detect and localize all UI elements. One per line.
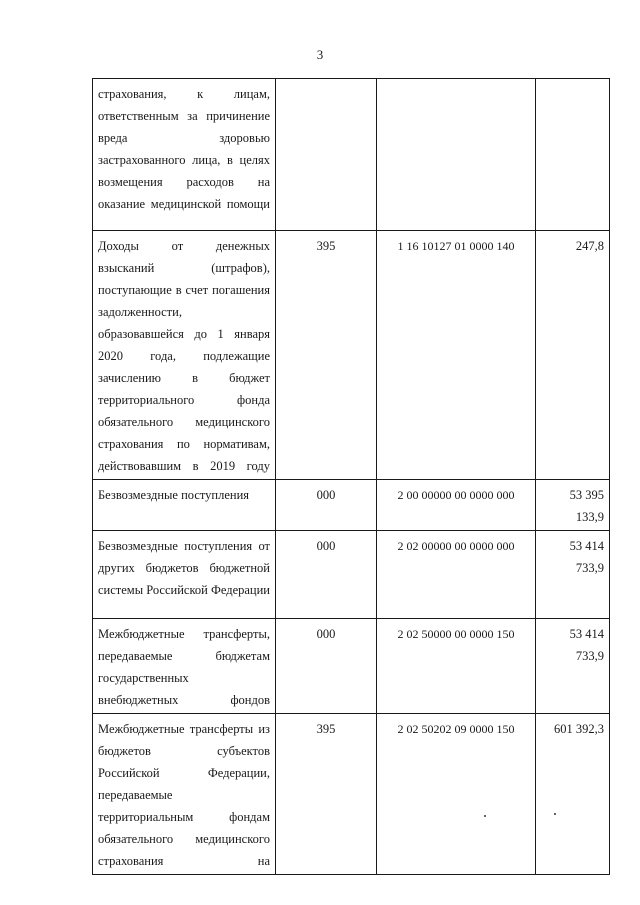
table-row [93,480,610,531]
row-name: Межбюджетные трансферты из бюджетов субъектов Российской Федерации, передаваемые территориальным фондам обязательного медицинского страхования на [93,714,276,875]
row-admin-code: 000 [276,531,377,619]
row-sum: 53 414 733,9 [536,619,610,714]
row-sum: 247,8 [536,231,610,480]
row-admin-code: 395 [276,231,377,480]
row-budget-code: 1 16 10127 01 0000 140 [377,231,536,480]
scan-speck [554,813,556,815]
table-row [93,714,610,875]
row-budget-code: 2 02 50202 09 0000 150 [377,714,536,875]
page-number: 3 [316,47,324,62]
row-sum: 601 392,3 [536,714,610,875]
row-name: Безвозмездные поступления от других бюджетов бюджетной системы Российской Федерации [93,531,276,619]
row-sum: 53 395 133,9 [536,480,610,531]
row-budget-code [377,79,536,231]
row-name: Межбюджетные трансферты, передаваемые бюджетам государственных внебюджетных фондов [93,619,276,714]
row-admin-code: 395 [276,714,377,875]
row-name: Доходы от денежных взысканий (штрафов), поступающие в счет погашения задолженности, образовавшейся до 1 января 2020 года, подлежащие зачислению в бюджет территориального фонда обязательного медицинского страхования по нормативам, действовавшим в 2019 году [93,231,276,480]
table-row [93,231,610,480]
row-admin-code [276,79,377,231]
row-sum [536,79,610,231]
row-budget-code: 2 02 50000 00 0000 150 [377,619,536,714]
row-budget-code: 2 00 00000 00 0000 000 [377,480,536,531]
table-row [93,79,610,231]
scan-speck [484,815,486,817]
row-budget-code: 2 02 00000 00 0000 000 [377,531,536,619]
row-admin-code: 000 [276,480,377,531]
revenue-table [92,78,610,875]
row-name: Безвозмездные поступления [93,480,276,531]
table-row [93,619,610,714]
row-name: страхования, к лицам, ответственным за причинение вреда здоровью застрахованного лица, в целях возмещения расходов на оказание медицинской помощи [93,79,276,231]
row-admin-code: 000 [276,619,377,714]
row-sum: 53 414 733,9 [536,531,610,619]
table-row [93,531,610,619]
